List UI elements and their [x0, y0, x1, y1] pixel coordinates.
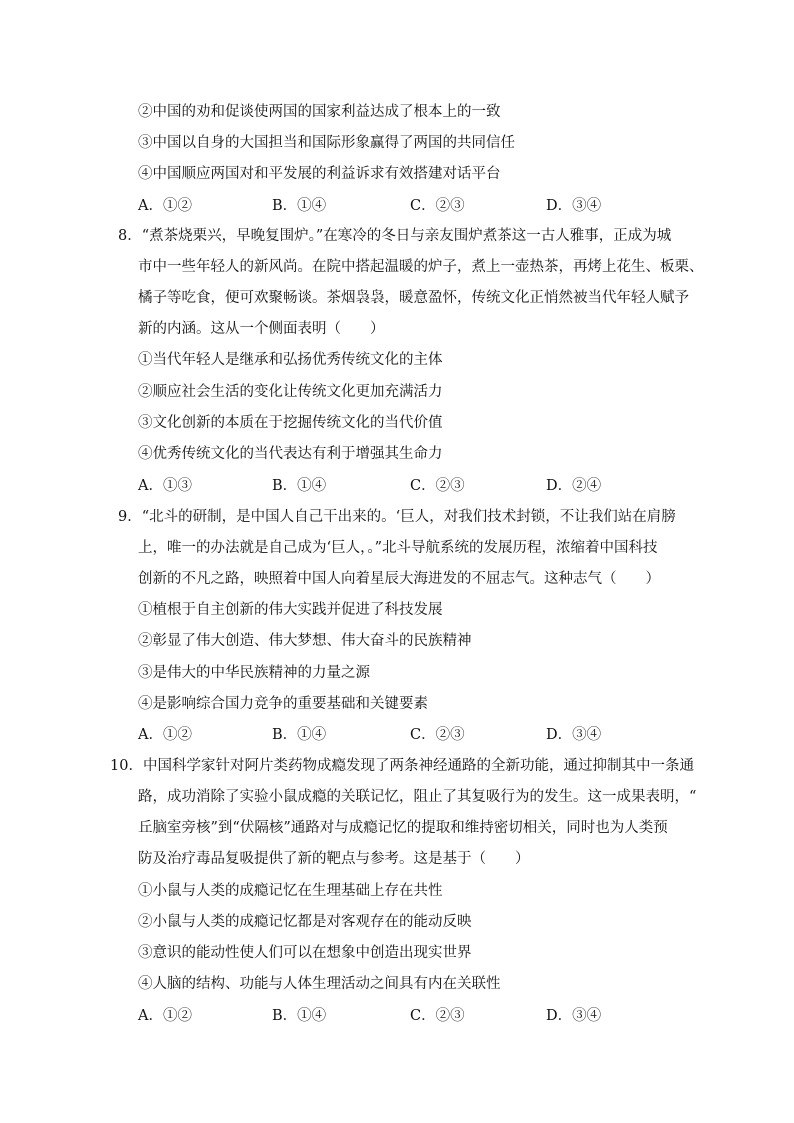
- q8-stem-line-2: 市中一些年轻人的新风尚。在院中搭起温暖的炉子，煮上一壶热茶，再烤上花生、板栗、: [138, 259, 704, 275]
- q10-choice-a: A．①②: [138, 1008, 192, 1024]
- q9-choice-d: D．③④: [546, 727, 602, 743]
- q10-choice-d: D．③④: [546, 1008, 602, 1024]
- q10-statement-3: ③意识的能动性使人们可以在想象中创造出现实世界: [138, 945, 472, 961]
- q8-choice-d: D．②④: [546, 478, 602, 494]
- q8-statement-2: ②顺应社会生活的变化让传统文化更加充满活力: [138, 384, 443, 400]
- q10-stem-line-3: 丘脑室旁核”到“伏隔核”通路对与成瘾记忆的提取和维持密切相关，同时也为人类预: [138, 820, 668, 836]
- q8-choice-c: C．②③: [410, 478, 465, 494]
- q8-choice-a: A．①③: [138, 478, 192, 494]
- q8-stem-line-1: 8．“煮茶烧栗兴，早晚复围炉。”在寒冷的冬日与亲友围炉煮茶这一古人雅事，正成为城: [118, 228, 672, 244]
- q7-statement-2: ②中国的劝和促谈使两国的国家利益达成了根本上的一致: [138, 104, 501, 120]
- q9-choice-c: C．②③: [410, 727, 465, 743]
- q9-stem-line-1: 9．“北斗的研制，是中国人自己干出来的。‘巨人，对我们技术封锁，不让我们站在肩膀: [118, 509, 676, 525]
- q10-stem-line-2: 路，成功消除了实验小鼠成瘾的关联记忆，阻止了其复吸行为的发生。这一成果表明，“: [138, 789, 697, 805]
- q9-choice-a: A．①②: [138, 727, 192, 743]
- q9-statement-2: ②彰显了伟大创造、伟大梦想、伟大奋斗的民族精神: [138, 633, 472, 649]
- q7-statement-4: ④中国顺应两国对和平发展的利益诉求有效搭建对话平台: [138, 166, 501, 182]
- q10-statement-1: ①小鼠与人类的成瘾记忆在生理基础上存在共性: [138, 883, 443, 899]
- q9-statement-3: ③是伟大的中华民族精神的力量之源: [138, 665, 370, 681]
- q7-choice-c: C．②③: [410, 198, 465, 214]
- q7-statement-3: ③中国以自身的大国担当和国际形象赢得了两国的共同信任: [138, 135, 515, 151]
- q7-choice-a: A．①②: [138, 198, 192, 214]
- q10-stem-line-4: 防及治疗毒品复吸提供了新的靶点与参考。这是基于（ ）: [138, 851, 530, 867]
- q9-stem-line-2: 上，唯一的办法就是自己成为‘巨人，。”北斗导航系统的发展历程，浓缩着中国科技: [138, 540, 658, 556]
- q7-choice-d: D．③④: [546, 198, 602, 214]
- q9-statement-4: ④是影响综合国力竞争的重要基础和关键要素: [138, 696, 428, 712]
- q8-choice-b: B．①④: [272, 478, 327, 494]
- q8-statement-3: ③文化创新的本质在于挖掘传统文化的当代价值: [138, 415, 443, 431]
- q10-stem-line-1: 10．中国科学家针对阿片类药物成瘾发现了两条神经通路的全新功能，通过抑制其中一条通: [110, 758, 694, 774]
- q9-statement-1: ①植根于自主创新的伟大实践并促进了科技发展: [138, 602, 443, 618]
- q9-stem-line-3: 创新的不凡之路，映照着中国人向着星辰大海进发的不屈志气。这种志气（ ）: [138, 571, 660, 587]
- q10-choice-b: B．①④: [272, 1008, 327, 1024]
- q10-choice-c: C．②③: [410, 1008, 465, 1024]
- q8-stem-line-4: 新的内涵。这从一个侧面表明（ ）: [138, 321, 385, 337]
- q10-statement-4: ④人脑的结构、功能与人体生理活动之间具有内在关联性: [138, 976, 501, 992]
- q10-statement-2: ②小鼠与人类的成瘾记忆都是对客观存在的能动反映: [138, 914, 472, 930]
- q8-statement-4: ④优秀传统文化的当代表达有利于增强其生命力: [138, 446, 443, 462]
- q9-choice-b: B．①④: [272, 727, 327, 743]
- q8-statement-1: ①当代年轻人是继承和弘扬优秀传统文化的主体: [138, 352, 443, 368]
- q8-stem-line-3: 橘子等吃食，便可欢聚畅谈。茶烟袅袅，暖意盈怀，传统文化正悄然被当代年轻人赋予: [138, 290, 689, 306]
- q7-choice-b: B．①④: [272, 198, 327, 214]
